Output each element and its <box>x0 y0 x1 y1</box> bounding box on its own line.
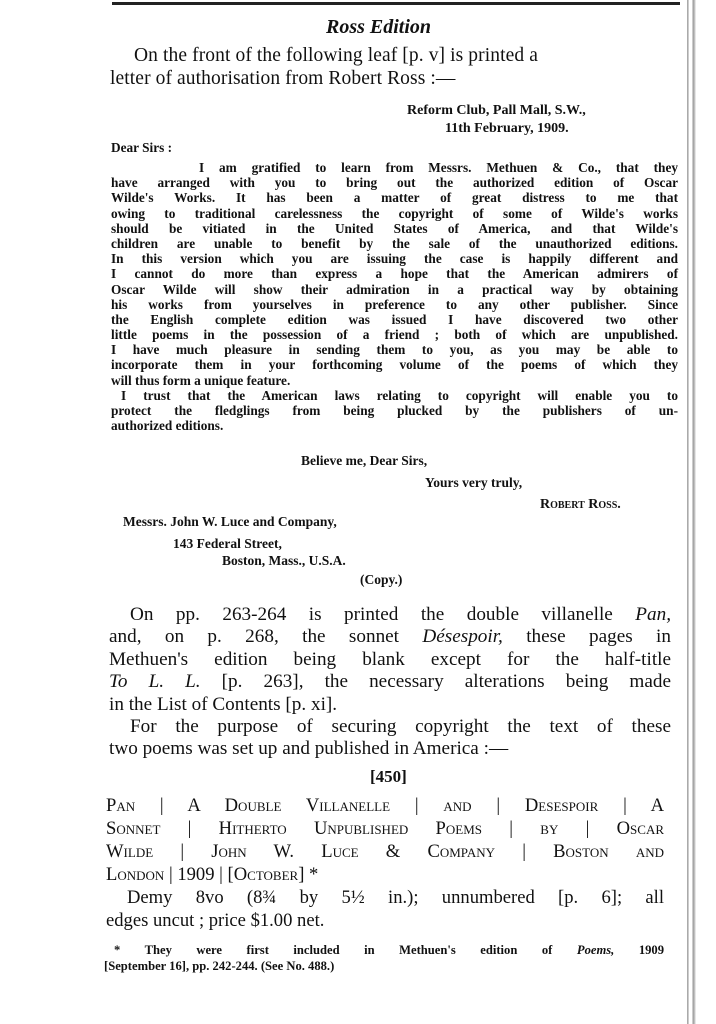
bibliographic-entry <box>106 794 664 932</box>
page-number: [450] <box>370 767 407 786</box>
para-line: two poems was set up and published in America :— <box>109 738 509 760</box>
letter-line: protect the fledglings from being plucked by the publishers of un- <box>111 403 678 418</box>
letter-line: the English complete edition was issued I have discovered two other <box>111 311 678 327</box>
page-edge <box>684 0 698 1024</box>
letter-line: owing to traditional carelessness the copyright of some of Wilde's works <box>111 205 678 221</box>
para-text: [p. 263], the necessary alterations being made <box>200 671 671 693</box>
letter-salutation: Dear Sirs : <box>111 140 173 155</box>
letter-line: In this version which you are issuing the case is happily different and <box>111 251 678 267</box>
copy-note: (Copy.) <box>360 572 403 587</box>
letter-date: 11th February, 1909. <box>445 121 569 136</box>
entry-line: Pan | A Double Villanelle | and | Desespoir | A <box>106 795 664 816</box>
footnote-text: 1909 <box>614 943 665 957</box>
footnote <box>104 942 664 974</box>
letter-closing-2: Yours very truly, <box>425 475 523 490</box>
footnote-line: [September 16], pp. 242-244. (See No. 488.) <box>104 959 335 973</box>
letter-line: Oscar Wilde will show their admiration in a practical way by obtaining <box>111 281 678 297</box>
recipient-line-1: Messrs. John W. Luce and Company, <box>123 514 337 529</box>
entry-line: Wilde | John W. Luce & Company | Boston and <box>106 841 664 862</box>
para-text: these pages in <box>502 626 671 648</box>
intro-line-2: letter of authorisation from Robert Ross :— <box>110 68 456 89</box>
letter-line: I am gratified to learn from Messrs. Methuen & Co., that they <box>199 160 678 175</box>
para-line: Methuen's edition being blank except for the half-title <box>109 648 671 670</box>
para-line <box>109 671 671 693</box>
footnote-line <box>104 942 664 958</box>
intro-line-1: On the front of the following leaf [p. v] is printed a <box>134 45 538 66</box>
half-title: To L. L. <box>109 671 201 693</box>
letter-line: I have much pleasure in sending them to you, as you may be able to <box>111 342 678 358</box>
para-line: For the purpose of securing copyright the text of these <box>130 716 671 738</box>
letter-line: I trust that the American laws relating to copyright will enable you to <box>121 387 678 403</box>
para-text: and, on p. 268, the sonnet <box>109 626 423 648</box>
entry-line: edges uncut ; price $1.00 net. <box>106 910 325 931</box>
running-title: Ross Edition <box>326 16 432 38</box>
letter-line: will thus form a unique feature. <box>111 372 291 388</box>
entry-line: London | 1909 | [October] * <box>106 864 319 885</box>
letter-line: Wilde's Works. It has been a matter of great distress to me that <box>111 190 678 206</box>
recipient-line-3: Boston, Mass., U.S.A. <box>222 553 346 568</box>
poem-title-desespoir: Désespoir, <box>422 626 503 648</box>
letter-line: I cannot do more than express a hope that the American admirers of <box>111 266 678 282</box>
letter-line: little poems in the possession of a friend ; both of which are unpublished. <box>111 327 678 343</box>
letter-line: incorporate them in your forthcoming volume of the poems of which they <box>111 357 678 373</box>
letter-line: his works from yourselves in preference to any other publisher. Since <box>111 296 678 312</box>
letter-body <box>111 160 678 433</box>
letter-signature: Robert Ross. <box>540 497 621 512</box>
top-rule <box>112 2 680 5</box>
footnote-title: Poems, <box>576 943 615 957</box>
para-line <box>109 626 671 648</box>
para-text: On pp. 263-264 is printed the double villanelle <box>130 604 636 625</box>
letter-address: Reform Club, Pall Mall, S.W., <box>407 103 586 118</box>
letter-line: children are unable to benefit by the sale of the unauthorized editions. <box>111 235 678 251</box>
letter-closing-1: Believe me, Dear Sirs, <box>301 453 428 468</box>
letter-line: should be vitiated in the United States of America, and that Wilde's <box>111 220 678 236</box>
para-line <box>109 604 671 626</box>
entry-line: Sonnet | Hitherto Unpublished Poems | by | Oscar <box>106 818 664 839</box>
letter-line: have arranged with you to bring out the authorized edition of Oscar <box>111 175 678 191</box>
footnote-text: * They were first included in Methuen's edition of <box>114 943 577 957</box>
recipient-line-2: 143 Federal Street, <box>173 536 282 551</box>
para-line: in the List of Contents [p. xi]. <box>109 693 338 715</box>
poem-title-pan: Pan, <box>635 604 671 625</box>
letter-line: authorized editions. <box>111 418 224 434</box>
description-paragraph <box>109 604 671 761</box>
entry-line: Demy 8vo (8¾ by 5½ in.); unnumbered [p. 6]; all <box>127 887 664 908</box>
